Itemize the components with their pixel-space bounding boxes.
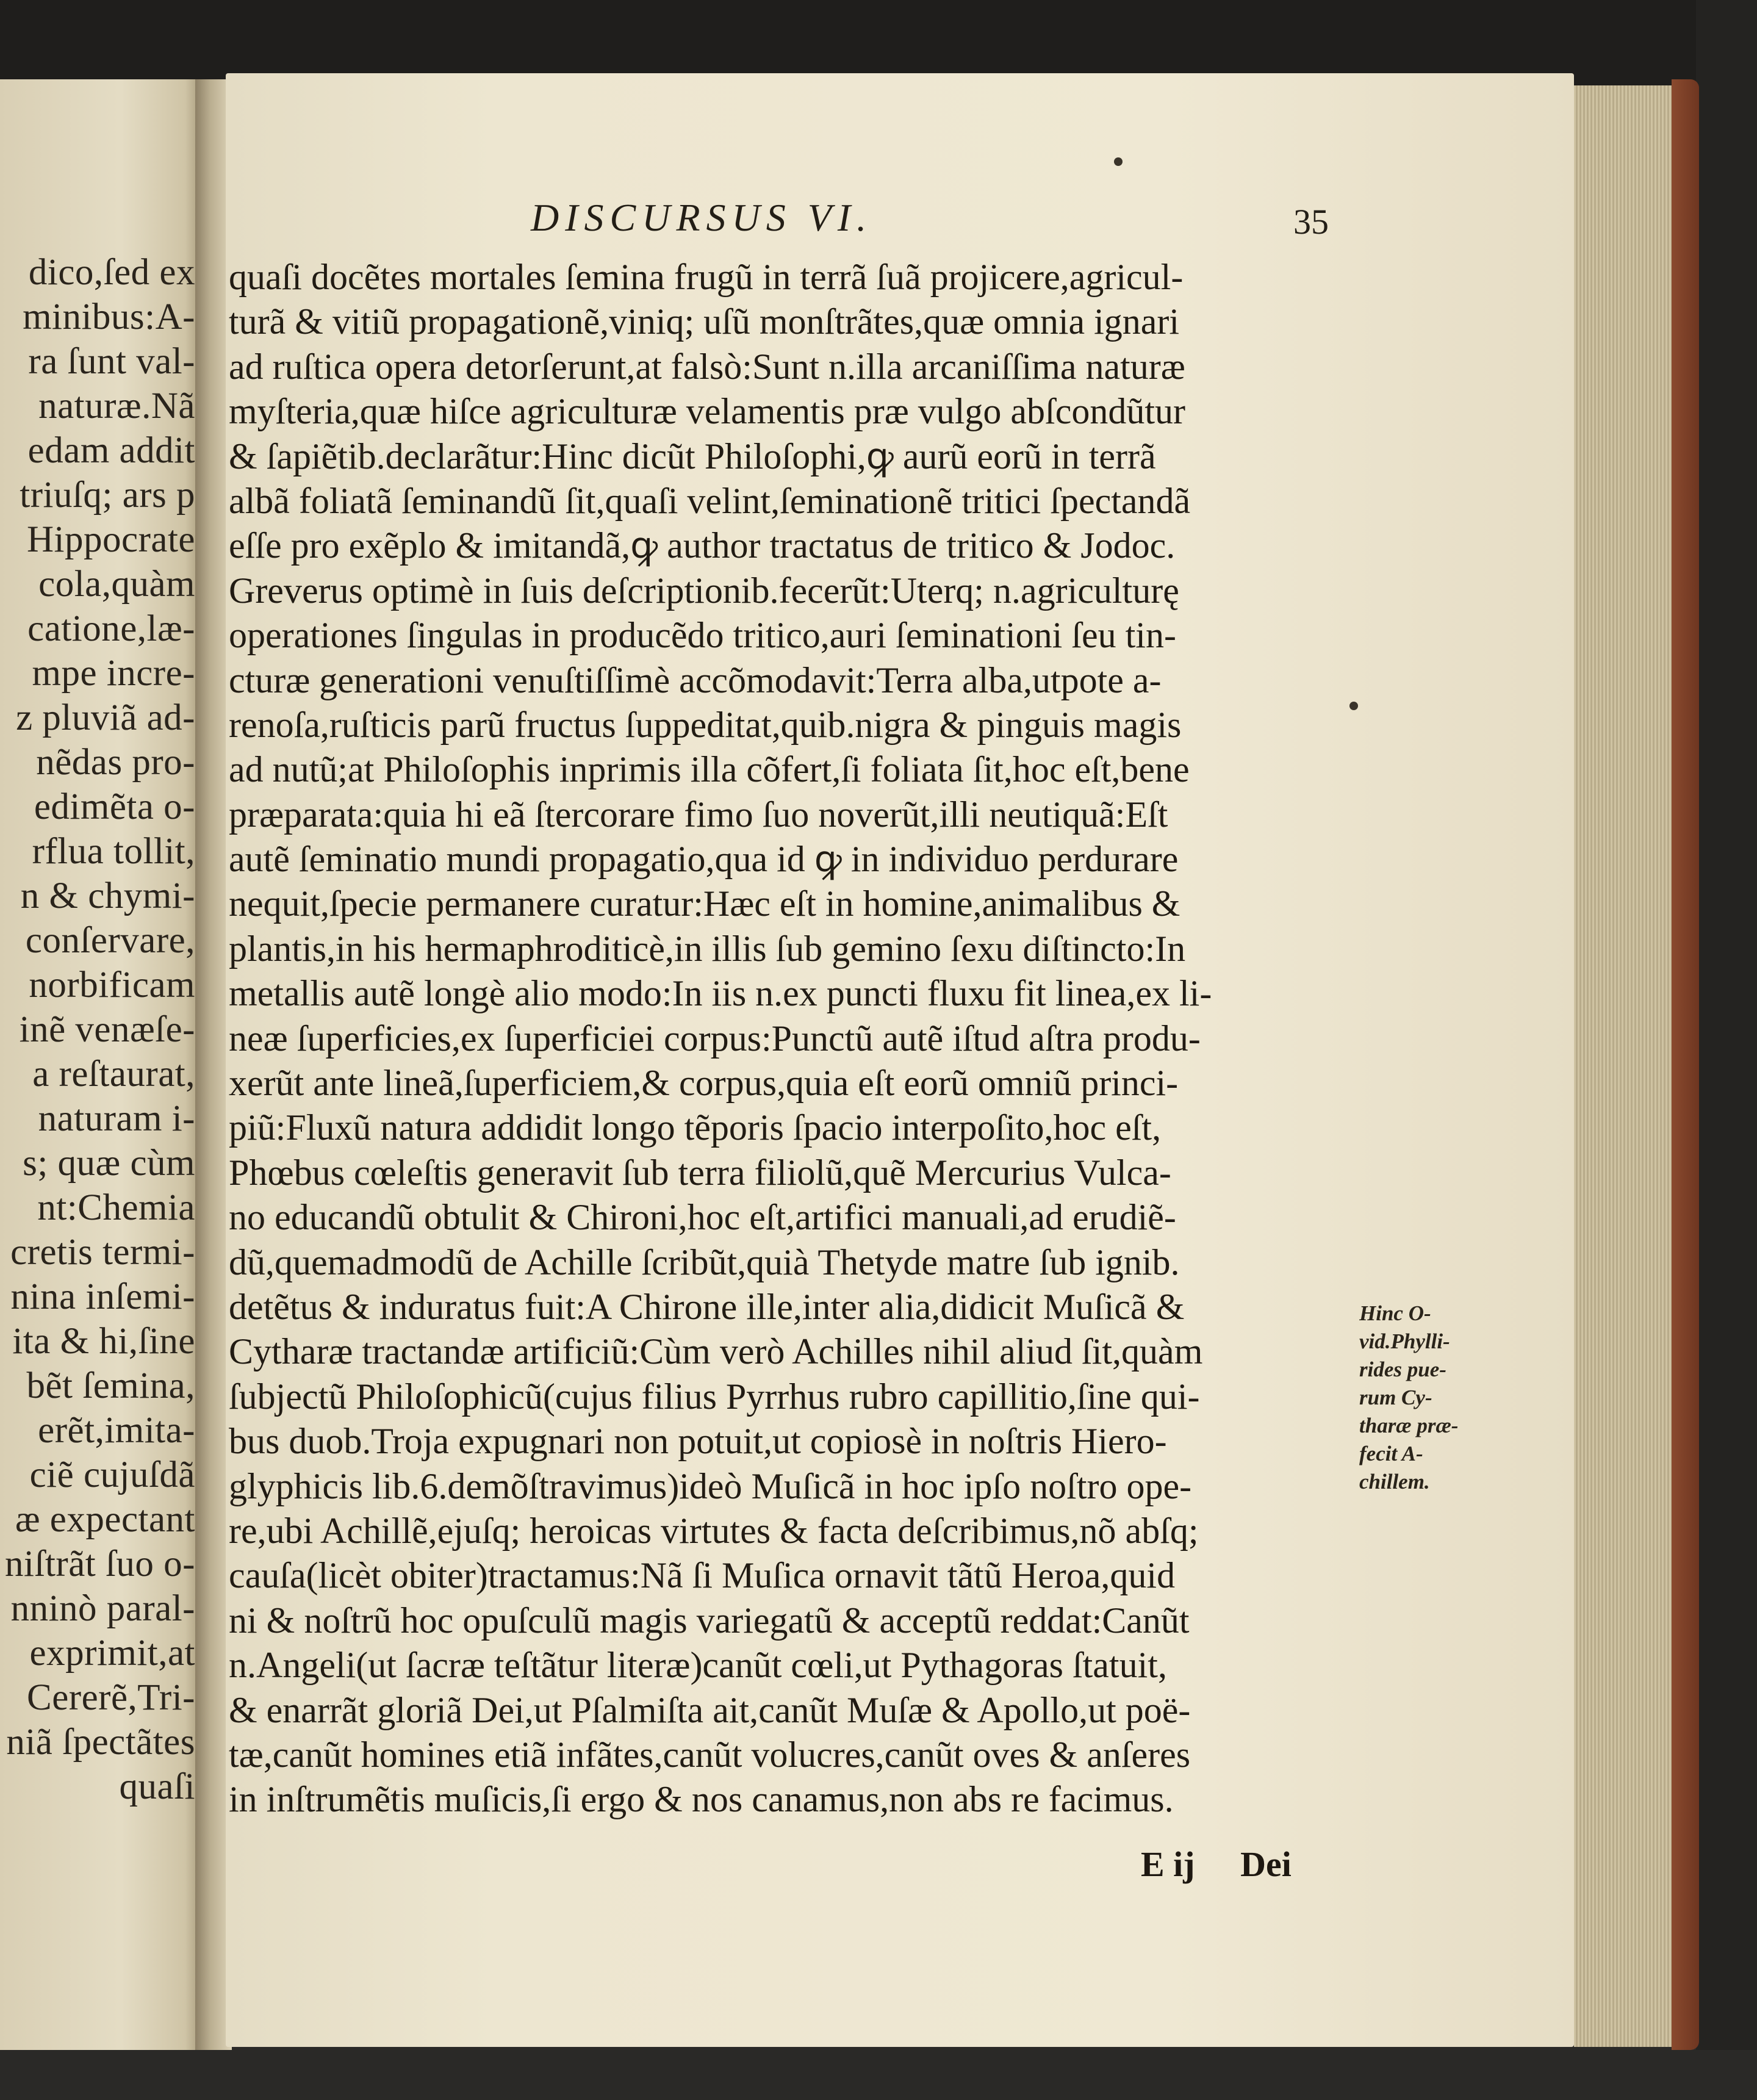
text-line: albã foliatã ſeminandũ ſit,quaſi velint,ſeminationẽ tritici ſpectandã bbox=[229, 480, 1191, 521]
left-page-line: Cererẽ,Tri- bbox=[27, 1677, 195, 1718]
text-line: dũ,quemadmodũ de Achille ſcribũt,quià Thetyde matre ſub ignib. bbox=[229, 1242, 1180, 1282]
left-page-line: naturam i- bbox=[38, 1098, 195, 1139]
left-page-line: nt:Chemia bbox=[37, 1187, 195, 1228]
background-top bbox=[0, 0, 1757, 85]
left-page-line: ita & hi,ſine bbox=[12, 1321, 195, 1362]
left-page-line: z pluviã ad- bbox=[16, 697, 195, 738]
ink-spot bbox=[1114, 157, 1123, 166]
text-line: turã & vitiũ propagationẽ,viniq; uſũ monſtrãtes,quæ omnia ignari bbox=[229, 301, 1180, 342]
text-line: cauſa(licèt obiter)tractamus:Nã ſi Muſica ornavit tãtũ Heroa,quid bbox=[229, 1555, 1176, 1596]
left-page-line: minibus:A- bbox=[23, 297, 195, 337]
text-line: metallis autẽ longè alio modo:In iis n.ex puncti fluxu fit linea,ex li- bbox=[229, 973, 1212, 1014]
left-page-line: ra ſunt val- bbox=[28, 341, 195, 382]
marginal-note-line: rides pue- bbox=[1359, 1357, 1446, 1381]
text-line: in inſtrumẽtis muſicis,ſi ergo & nos canamus,non abs re facimus. bbox=[229, 1779, 1174, 1820]
left-page-line: mpe incre- bbox=[32, 653, 195, 694]
left-page-line: exprimit,at bbox=[29, 1633, 195, 1674]
text-line: Greverus optimè in ſuis deſcriptionib.fecerũt:Uterq; n.agriculturę bbox=[229, 570, 1179, 611]
left-page-line: quaſi bbox=[119, 1766, 195, 1807]
text-line: ſubjectũ Philoſophicũ(cujus filius Pyrrhus rubro capillitio,ſine qui- bbox=[229, 1376, 1200, 1417]
marginal-note-line: fecit A- bbox=[1359, 1442, 1423, 1465]
left-page-line: niã ſpectãtes bbox=[6, 1722, 195, 1763]
left-page-line: rflua tollit, bbox=[32, 831, 195, 872]
text-line: tæ,canũt homines etiã infãtes,canũt volucres,canũt oves & anſeres bbox=[229, 1734, 1191, 1775]
footer-signature-line bbox=[1141, 1844, 1373, 1885]
text-line: & ſapiẽtib.declarãtur:Hinc dicũt Philoſophi,ꝙ aurũ eorũ in terrã bbox=[229, 436, 1156, 476]
marginal-note-line: tharæ præ- bbox=[1359, 1414, 1459, 1437]
left-page-line: nẽdas pro- bbox=[36, 742, 195, 783]
ink-spot bbox=[1349, 702, 1358, 710]
left-page-text bbox=[0, 250, 195, 1809]
left-page-line: niſtrãt ſuo o- bbox=[5, 1544, 195, 1584]
text-line: & enarrãt gloriã Dei,ut Pſalmiſta ait,canũt Muſæ & Apollo,ut poë- bbox=[229, 1689, 1191, 1730]
left-page-line: naturæ.Nã bbox=[38, 386, 195, 426]
text-line: Cytharæ tractandæ artificiũ:Cùm verò Achilles nihil aliud ſit,quàm bbox=[229, 1331, 1203, 1372]
left-page-line: a reſtaurat, bbox=[32, 1054, 195, 1095]
left-page-line: cola,quàm bbox=[38, 564, 195, 605]
left-page-line: nninò paral- bbox=[10, 1588, 195, 1629]
left-page-line: triuſq; ars p bbox=[20, 475, 195, 516]
left-page-line: nina inſemi- bbox=[10, 1276, 195, 1317]
text-line: myſteria,quæ hiſce agriculturæ velamentis præ vulgo abſcondũtur bbox=[229, 391, 1185, 432]
running-head: DISCURSUS VI. bbox=[531, 196, 873, 239]
marginal-note-line: chillem. bbox=[1359, 1470, 1430, 1494]
text-line: renoſa,ruſticis parũ fructus ſuppeditat,quib.nigra & pinguis magis bbox=[229, 704, 1182, 745]
left-page-line: æ expectant bbox=[15, 1499, 195, 1540]
text-line: piũ:Fluxũ natura addidit longo tẽporis ſpacio interpoſito,hoc eſt, bbox=[229, 1107, 1162, 1148]
text-line: præparata:quia hi eã ſtercorare fimo ſuo noverũt,illi neutiquã:Eſt bbox=[229, 794, 1168, 835]
left-page-line: dico,ſed ex bbox=[28, 252, 195, 293]
left-page-line: inẽ venæſe- bbox=[19, 1009, 195, 1050]
text-line: eſſe pro exẽplo & imitandã,ꝙ author tractatus de tritico & Jodoc. bbox=[229, 525, 1176, 566]
text-line: quaſi docẽtes mortales ſemina frugũ in terrã ſuã projicere,agricul- bbox=[229, 257, 1184, 297]
page-number: 35 bbox=[1293, 202, 1329, 242]
text-line: operationes ſingulas in producẽdo tritico,auri ſeminationi ſeu tin- bbox=[229, 615, 1176, 656]
text-line: ad nutũ;at Philoſophis inprimis illa cõfert,ſi foliata ſit,hoc eſt,bene bbox=[229, 749, 1190, 790]
left-page-line: bẽt ſemina, bbox=[26, 1365, 195, 1406]
book-cover-edge bbox=[1672, 79, 1699, 2050]
left-page-line: erẽt,imita- bbox=[38, 1410, 195, 1451]
background-right bbox=[1696, 0, 1757, 2100]
left-page-line: conſervare, bbox=[25, 920, 195, 961]
text-line: ni & noſtrũ hoc opuſculũ magis variegatũ & acceptũ reddat:Canũt bbox=[229, 1600, 1190, 1641]
text-line: glyphicis lib.6.demõſtravimus)ideò Muſicã in hoc ipſo noſtro ope- bbox=[229, 1465, 1192, 1506]
left-page-line: ciẽ cujuſdã bbox=[29, 1455, 195, 1495]
marginal-note-line: Hinc O- bbox=[1359, 1301, 1431, 1325]
catchword: Dei bbox=[1240, 1844, 1292, 1884]
text-line: plantis,in his hermaphroditicè,in illis ſub gemino ſexu diſtincto:In bbox=[229, 928, 1186, 969]
left-page-line: edam addit bbox=[27, 430, 195, 471]
text-line: Phœbus cœleſtis generavit ſub terra filiolũ,quẽ Mercurius Vulca- bbox=[229, 1152, 1171, 1193]
left-page-line: s; quæ cùm bbox=[23, 1143, 195, 1184]
marginal-note-line: vid.Phylli- bbox=[1359, 1329, 1450, 1353]
left-facing-page bbox=[0, 79, 201, 2050]
left-page-line: cretis termi- bbox=[10, 1232, 195, 1273]
text-line: detẽtus & induratus fuit:A Chirone ille,inter alia,didicit Muſicã & bbox=[229, 1286, 1185, 1327]
marginal-note-line: rum Cy- bbox=[1359, 1386, 1432, 1409]
text-line: bus duob.Troja expugnari non potuit,ut copiosè in noſtris Hiero- bbox=[229, 1421, 1167, 1462]
left-page-line: n & chymi- bbox=[20, 876, 195, 916]
text-line: neæ ſuperficies,ex ſuperficiei corpus:Punctũ autẽ iſtud aſtra produ- bbox=[229, 1018, 1201, 1059]
signature-mark: E ij bbox=[1141, 1844, 1195, 1884]
text-line: no educandũ obtulit & Chironi,hoc eſt,artifici manuali,ad erudiẽ- bbox=[229, 1197, 1176, 1238]
body-text bbox=[229, 255, 1351, 1822]
left-page-line: catione,læ- bbox=[27, 608, 195, 649]
text-line: re,ubi Achillẽ,ejuſq; heroicas virtutes & facta deſcribimus,nõ abſq; bbox=[229, 1510, 1199, 1551]
text-line: n.Angeli(ut ſacræ teſtãtur literæ)canũt cœli,ut Pythagoras ſtatuit, bbox=[229, 1645, 1167, 1686]
text-line: autẽ ſeminatio mundi propagatio,qua id ꝙ in individuo perdurare bbox=[229, 839, 1179, 880]
left-page-line: Hippocrate bbox=[27, 519, 195, 560]
text-line: nequit,ſpecie permanere curatur:Hæc eſt in homine,animalibus & bbox=[229, 883, 1180, 924]
text-line: xerũt ante lineã,ſuperficiem,& corpus,quia eſt eorũ omniũ princi- bbox=[229, 1063, 1179, 1104]
text-line: ad ruſtica opera detorſerunt,at falsò:Sunt n.illa arcaniſſima naturæ bbox=[229, 346, 1185, 387]
left-page-line: norbificam bbox=[29, 965, 195, 1005]
marginal-note bbox=[1359, 1300, 1475, 1496]
left-page-line: edimẽta o- bbox=[34, 786, 195, 827]
text-line: cturæ generationi venuſtiſſimè accõmodavit:Terra alba,utpote a- bbox=[229, 660, 1162, 700]
background-bottom bbox=[0, 2050, 1757, 2100]
